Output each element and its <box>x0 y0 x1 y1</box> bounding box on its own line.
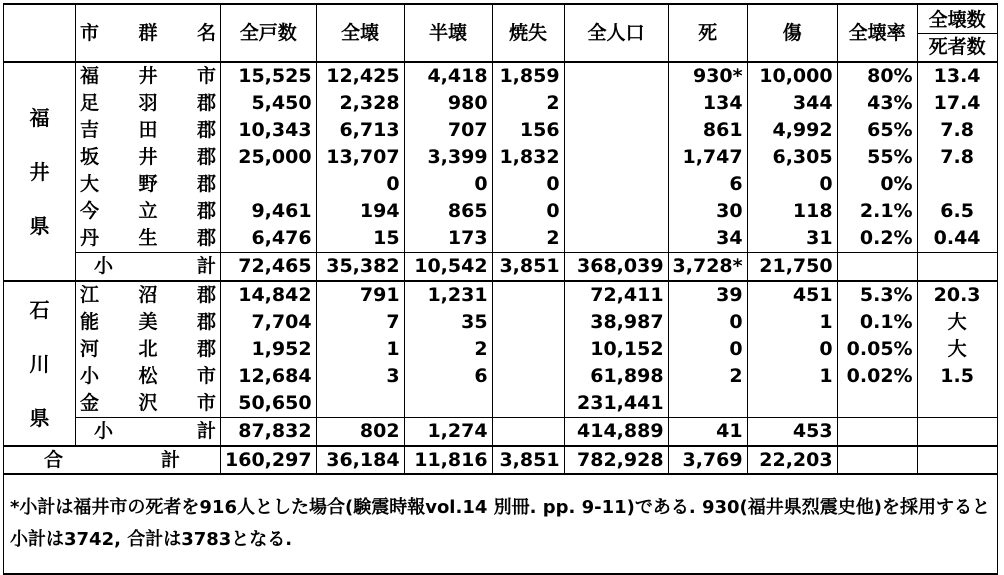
header-ratio-top: 全壊数 <box>928 8 986 31</box>
grand-total-row <box>4 446 998 474</box>
district-name-char: 江 <box>80 284 100 306</box>
cell-dead: 6 <box>668 171 747 198</box>
grand-total-cell-population: 782,928 <box>564 446 668 474</box>
cell-district-name <box>76 309 221 336</box>
prefecture-label-char: 福 <box>29 105 50 130</box>
cell-district-name <box>76 336 221 363</box>
district-name-char: 市 <box>196 365 216 387</box>
cell-ratio: 7.8 <box>917 144 997 171</box>
district-name-char: 吉 <box>80 119 100 141</box>
grand-total-cell-destroyed: 36,184 <box>316 446 404 474</box>
cell-half-destroyed: 173 <box>404 225 492 253</box>
cell-population <box>564 117 668 144</box>
cell-destroyed: 791 <box>316 281 404 309</box>
district-name-char: 河 <box>80 338 100 360</box>
cell-total-houses: 5,450 <box>221 90 317 117</box>
cell-burned: 1,859 <box>492 62 564 90</box>
cell-burned: 1,832 <box>492 144 564 171</box>
cell-district-name <box>76 171 221 198</box>
cell-total-houses: 9,461 <box>221 198 317 225</box>
cell-half-destroyed <box>404 390 492 418</box>
subtotal-cell-destruction-rate <box>837 253 917 282</box>
cell-population: 61,898 <box>564 363 668 390</box>
cell-ratio <box>917 171 997 198</box>
cell-destruction-rate <box>837 390 917 418</box>
cell-destroyed: 6,713 <box>316 117 404 144</box>
district-name-char: 北 <box>138 338 158 360</box>
cell-dead: 930* <box>668 62 747 90</box>
district-name-char: 沼 <box>138 284 158 306</box>
district-name-char: 郡 <box>196 146 216 168</box>
cell-ratio: 大 <box>917 336 997 363</box>
header-half-destroyed: 半壊 <box>404 4 492 62</box>
cell-district-name <box>76 62 221 90</box>
header-burned: 焼失 <box>492 4 564 62</box>
cell-dead: 34 <box>668 225 747 253</box>
district-name-char: 羽 <box>138 92 158 114</box>
table-row <box>4 281 998 309</box>
cell-population <box>564 62 668 90</box>
cell-half-destroyed: 1,231 <box>404 281 492 309</box>
cell-destruction-rate: 0.2% <box>837 225 917 253</box>
grand-total-cell-rate <box>837 446 917 474</box>
cell-ratio: 1.5 <box>917 363 997 390</box>
cell-district-name <box>76 144 221 171</box>
prefecture-label-char: 川 <box>29 351 50 376</box>
district-name-char: 能 <box>80 311 100 333</box>
header-total-houses: 全戸数 <box>221 4 317 62</box>
cell-destroyed <box>316 390 404 418</box>
district-name-char: 福 <box>80 65 100 87</box>
cell-destruction-rate: 65% <box>837 117 917 144</box>
cell-district-name <box>76 198 221 225</box>
subtotal-cell-dead: 41 <box>668 418 747 447</box>
grand-total-cell-injured: 22,203 <box>747 446 837 474</box>
cell-destruction-rate: 43% <box>837 90 917 117</box>
cell-injured: 0 <box>747 171 837 198</box>
subtotal-cell-destroyed: 802 <box>316 418 404 447</box>
header-destroyed: 全壊 <box>316 4 404 62</box>
cell-ratio: 6.5 <box>917 198 997 225</box>
cell-total-houses: 10,343 <box>221 117 317 144</box>
cell-injured: 4,992 <box>747 117 837 144</box>
subtotal-label-char: 計 <box>196 255 216 277</box>
table-row <box>4 363 998 390</box>
cell-total-houses: 25,000 <box>221 144 317 171</box>
cell-dead: 30 <box>668 198 747 225</box>
grand-total-cell-ratio <box>917 446 997 474</box>
header-ratio-bottom: 死者数 <box>918 33 997 60</box>
district-name-char: 郡 <box>196 173 216 195</box>
district-name-char: 郡 <box>196 338 216 360</box>
cell-burned: 2 <box>492 90 564 117</box>
cell-half-destroyed: 35 <box>404 309 492 336</box>
cell-half-destroyed: 3,399 <box>404 144 492 171</box>
cell-half-destroyed: 2 <box>404 336 492 363</box>
prefecture-label-char: 県 <box>29 405 50 430</box>
cell-population: 72,411 <box>564 281 668 309</box>
district-name-char: 坂 <box>80 146 100 168</box>
cell-dead: 1,747 <box>668 144 747 171</box>
cell-destruction-rate: 0.1% <box>837 309 917 336</box>
cell-population: 38,987 <box>564 309 668 336</box>
district-name-char: 丹 <box>80 227 100 249</box>
cell-destroyed: 15 <box>316 225 404 253</box>
cell-half-destroyed: 6 <box>404 363 492 390</box>
cell-ratio: 大 <box>917 309 997 336</box>
prefecture-label <box>4 281 76 446</box>
cell-burned <box>492 281 564 309</box>
district-name-char: 郡 <box>196 119 216 141</box>
cell-destroyed: 194 <box>316 198 404 225</box>
cell-district-name <box>76 281 221 309</box>
header-corner <box>4 4 76 62</box>
subtotal-cell-injured: 21,750 <box>747 253 837 282</box>
cell-total-houses: 15,525 <box>221 62 317 90</box>
cell-injured: 344 <box>747 90 837 117</box>
table-row <box>4 309 998 336</box>
cell-destroyed: 2,328 <box>316 90 404 117</box>
header-injured: 傷 <box>747 4 837 62</box>
header-row <box>4 4 998 62</box>
cell-total-houses: 14,842 <box>221 281 317 309</box>
cell-dead: 0 <box>668 309 747 336</box>
cell-injured: 10,000 <box>747 62 837 90</box>
subtotal-label-char: 小 <box>94 255 114 277</box>
header-name-char: 群 <box>138 21 158 44</box>
damage-table <box>3 3 998 575</box>
prefecture-label <box>4 62 76 281</box>
subtotal-cell-dead: 3,728* <box>668 253 747 282</box>
subtotal-cell-burned <box>492 418 564 447</box>
subtotal-cell-ratio <box>917 418 997 447</box>
cell-injured: 0 <box>747 336 837 363</box>
cell-destroyed: 12,425 <box>316 62 404 90</box>
district-name-char: 沢 <box>138 392 158 414</box>
cell-population <box>564 225 668 253</box>
cell-ratio: 0.44 <box>917 225 997 253</box>
district-name-char: 足 <box>80 92 100 114</box>
header-dead: 死 <box>668 4 747 62</box>
cell-destroyed: 0 <box>316 171 404 198</box>
cell-burned: 156 <box>492 117 564 144</box>
cell-destroyed: 13,707 <box>316 144 404 171</box>
cell-burned: 0 <box>492 171 564 198</box>
cell-destroyed: 3 <box>316 363 404 390</box>
cell-district-name <box>76 390 221 418</box>
cell-injured: 118 <box>747 198 837 225</box>
district-name-char: 野 <box>138 173 158 195</box>
cell-injured <box>747 390 837 418</box>
district-name-char: 田 <box>138 119 158 141</box>
subtotal-cell-total-houses: 87,832 <box>221 418 317 447</box>
grand-total-cell-half: 11,816 <box>404 446 492 474</box>
cell-half-destroyed: 980 <box>404 90 492 117</box>
cell-burned <box>492 363 564 390</box>
cell-half-destroyed: 0 <box>404 171 492 198</box>
cell-dead: 134 <box>668 90 747 117</box>
district-name-char: 市 <box>196 392 216 414</box>
cell-district-name <box>76 117 221 144</box>
grand-total-cell-total: 160,297 <box>221 446 317 474</box>
cell-total-houses <box>221 171 317 198</box>
cell-total-houses: 12,684 <box>221 363 317 390</box>
cell-district-name <box>76 363 221 390</box>
cell-injured: 1 <box>747 309 837 336</box>
table-row <box>4 198 998 225</box>
cell-dead: 39 <box>668 281 747 309</box>
cell-injured: 1 <box>747 363 837 390</box>
table-row <box>4 90 998 117</box>
cell-ratio: 20.3 <box>917 281 997 309</box>
cell-ratio: 17.4 <box>917 90 997 117</box>
cell-population: 10,152 <box>564 336 668 363</box>
table-row <box>4 144 998 171</box>
cell-injured: 6,305 <box>747 144 837 171</box>
subtotal-cell-ratio <box>917 253 997 282</box>
cell-destroyed: 1 <box>316 336 404 363</box>
subtotal-cell-population: 414,889 <box>564 418 668 447</box>
cell-total-houses: 7,704 <box>221 309 317 336</box>
cell-half-destroyed: 707 <box>404 117 492 144</box>
table-row <box>4 225 998 253</box>
header-name-char: 市 <box>80 21 100 44</box>
district-name-char: 今 <box>80 200 100 222</box>
cell-burned: 2 <box>492 225 564 253</box>
grand-total-cell-burned: 3,851 <box>492 446 564 474</box>
district-name-char: 立 <box>138 200 158 222</box>
subtotal-row <box>4 418 998 447</box>
prefecture-label-char: 石 <box>29 297 50 322</box>
subtotal-cell-injured: 453 <box>747 418 837 447</box>
cell-total-houses: 50,650 <box>221 390 317 418</box>
header-destruction-rate: 全壊率 <box>837 4 917 62</box>
subtotal-cell-half-destroyed: 1,274 <box>404 418 492 447</box>
grand-total-label-char: 合 <box>44 448 64 471</box>
district-name-char: 郡 <box>196 227 216 249</box>
table-row <box>4 117 998 144</box>
cell-destruction-rate: 0.02% <box>837 363 917 390</box>
table-row <box>4 171 998 198</box>
subtotal-cell-total-houses: 72,465 <box>221 253 317 282</box>
subtotal-label-char: 計 <box>196 420 216 442</box>
table-row <box>4 336 998 363</box>
cell-dead: 861 <box>668 117 747 144</box>
district-name-char: 郡 <box>196 311 216 333</box>
cell-dead: 2 <box>668 363 747 390</box>
cell-ratio <box>917 390 997 418</box>
district-name-char: 美 <box>138 311 158 333</box>
cell-burned <box>492 309 564 336</box>
footnote-row <box>4 474 998 574</box>
header-ratio <box>917 4 997 62</box>
subtotal-cell-half-destroyed: 10,542 <box>404 253 492 282</box>
grand-total-label <box>4 446 221 474</box>
subtotal-cell-destroyed: 35,382 <box>316 253 404 282</box>
district-name-char: 金 <box>80 392 100 414</box>
footnote: *小計は福井市の死者を916人とした場合(験震時報vol.14 別冊. pp. 9-11)である. 930(福井県烈震史他)を採用すると小計は3742, 合計は3783となる. <box>4 474 998 574</box>
cell-destruction-rate: 5.3% <box>837 281 917 309</box>
header-name <box>76 4 221 62</box>
subtotal-row <box>4 253 998 282</box>
subtotal-cell-burned: 3,851 <box>492 253 564 282</box>
cell-destruction-rate: 2.1% <box>837 198 917 225</box>
cell-injured: 31 <box>747 225 837 253</box>
district-name-char: 生 <box>138 227 158 249</box>
cell-destroyed: 7 <box>316 309 404 336</box>
cell-population <box>564 144 668 171</box>
cell-dead: 0 <box>668 336 747 363</box>
subtotal-label <box>76 253 221 282</box>
cell-district-name <box>76 90 221 117</box>
grand-total-cell-dead: 3,769 <box>668 446 747 474</box>
subtotal-cell-population: 368,039 <box>564 253 668 282</box>
subtotal-cell-destruction-rate <box>837 418 917 447</box>
prefecture-label-char: 井 <box>29 159 50 184</box>
subtotal-label <box>76 418 221 447</box>
cell-burned <box>492 390 564 418</box>
cell-half-destroyed: 4,418 <box>404 62 492 90</box>
table-row <box>4 390 998 418</box>
cell-total-houses: 1,952 <box>221 336 317 363</box>
cell-injured: 451 <box>747 281 837 309</box>
table-row <box>4 62 998 90</box>
district-name-char: 井 <box>138 146 158 168</box>
cell-ratio: 7.8 <box>917 117 997 144</box>
district-name-char: 大 <box>80 173 100 195</box>
district-name-char: 郡 <box>196 200 216 222</box>
district-name-char: 郡 <box>196 92 216 114</box>
subtotal-label-char: 小 <box>94 420 114 442</box>
cell-total-houses: 6,476 <box>221 225 317 253</box>
district-name-char: 井 <box>138 65 158 87</box>
cell-destruction-rate: 55% <box>837 144 917 171</box>
district-name-char: 小 <box>80 365 100 387</box>
cell-destruction-rate: 80% <box>837 62 917 90</box>
district-name-char: 郡 <box>196 284 216 306</box>
cell-destruction-rate: 0.05% <box>837 336 917 363</box>
header-population: 全人口 <box>564 4 668 62</box>
cell-burned <box>492 336 564 363</box>
cell-half-destroyed: 865 <box>404 198 492 225</box>
district-name-char: 松 <box>138 365 158 387</box>
prefecture-label-char: 県 <box>29 213 50 238</box>
cell-district-name <box>76 225 221 253</box>
header-name-char: 名 <box>196 21 216 44</box>
grand-total-label-char: 計 <box>160 448 180 471</box>
cell-ratio: 13.4 <box>917 62 997 90</box>
cell-population: 231,441 <box>564 390 668 418</box>
cell-dead <box>668 390 747 418</box>
cell-destruction-rate: 0% <box>837 171 917 198</box>
cell-population <box>564 90 668 117</box>
cell-burned: 0 <box>492 198 564 225</box>
district-name-char: 市 <box>196 65 216 87</box>
cell-population <box>564 198 668 225</box>
cell-population <box>564 171 668 198</box>
